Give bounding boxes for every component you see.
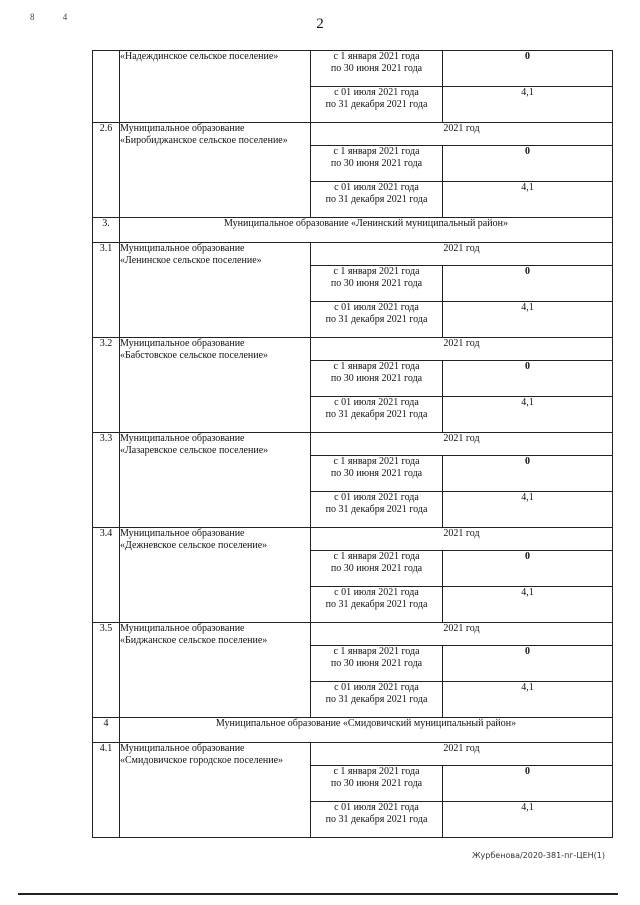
settlement-title: «Лазаревское сельское поселение» — [120, 445, 269, 456]
table-row — [93, 743, 613, 766]
settlement-title: «Биджанское сельское поселение» — [120, 635, 268, 646]
period-cell — [311, 182, 443, 218]
period-end: по 31 декабря 2021 года — [325, 409, 428, 420]
settlement-type: Муниципальное образование — [120, 243, 245, 254]
tariff-value: 0 — [443, 766, 613, 802]
settlement-type: Муниципальное образование — [120, 433, 245, 444]
table-row — [93, 528, 613, 551]
period-start: с 01 июля 2021 года — [334, 802, 419, 813]
row-number: 4.1 — [93, 743, 120, 838]
period-start: с 01 июля 2021 года — [334, 492, 419, 503]
table-row — [93, 338, 613, 361]
tariff-value: 0 — [443, 361, 613, 397]
period-cell — [311, 766, 443, 802]
tariff-value: 0 — [443, 646, 613, 682]
settlement-type: Муниципальное образование — [120, 338, 245, 349]
section-number: 3. — [93, 218, 120, 243]
row-number: 3.5 — [93, 623, 120, 718]
period-end: по 31 декабря 2021 года — [325, 194, 428, 205]
period-end: по 31 декабря 2021 года — [325, 314, 428, 325]
tariff-value: 4,1 — [443, 397, 613, 433]
period-end: по 30 июня 2021 года — [330, 468, 423, 479]
period-end: по 31 декабря 2021 года — [325, 504, 428, 515]
period-start: с 1 января 2021 года — [333, 766, 420, 777]
document-id: Журбенова/2020-381-пг-ЦЕН(1) — [471, 851, 605, 860]
period-start: с 1 января 2021 года — [333, 146, 420, 157]
settlement-title: «Ленинское сельское поселение» — [120, 255, 262, 266]
scan-mark: 8 — [30, 12, 35, 22]
page-number: 2 — [316, 16, 324, 32]
row-number — [93, 51, 120, 123]
section-title: Муниципальное образование «Смидовичский муниципальный район» — [120, 718, 613, 743]
year-header: 2021 год — [311, 123, 613, 146]
tariff-table-body — [93, 51, 613, 838]
table-row — [93, 123, 613, 146]
section-number: 4 — [93, 718, 120, 743]
year-header: 2021 год — [311, 433, 613, 456]
period-cell — [311, 397, 443, 433]
tariff-value: 4,1 — [443, 302, 613, 338]
settlement-type: Муниципальное образование — [120, 528, 245, 539]
row-number: 3.2 — [93, 338, 120, 433]
period-end: по 30 июня 2021 года — [330, 778, 423, 789]
period-cell — [311, 146, 443, 182]
table-row — [93, 243, 613, 266]
row-number: 3.1 — [93, 243, 120, 338]
period-end: по 31 декабря 2021 года — [325, 599, 428, 610]
section-title: Муниципальное образование «Ленинский муниципальный район» — [120, 218, 613, 243]
period-end: по 30 июня 2021 года — [330, 158, 423, 169]
tariff-value: 0 — [443, 456, 613, 492]
table-row — [93, 51, 613, 87]
settlement-name — [120, 528, 311, 623]
period-start: с 1 января 2021 года — [333, 646, 420, 657]
period-cell — [311, 302, 443, 338]
period-end: по 30 июня 2021 года — [330, 63, 423, 74]
period-end: по 30 июня 2021 года — [330, 373, 423, 384]
period-cell — [311, 361, 443, 397]
period-start: с 1 января 2021 года — [333, 51, 420, 62]
period-start: с 1 января 2021 года — [333, 361, 420, 372]
tariff-value: 4,1 — [443, 587, 613, 623]
period-start: с 01 июля 2021 года — [334, 397, 419, 408]
period-cell — [311, 587, 443, 623]
tariff-table — [92, 50, 613, 838]
scan-edge-line — [18, 893, 618, 895]
period-end: по 31 декабря 2021 года — [325, 814, 428, 825]
period-cell — [311, 456, 443, 492]
period-cell — [311, 87, 443, 123]
tariff-value: 4,1 — [443, 802, 613, 838]
settlement-name — [120, 51, 311, 123]
tariff-value: 4,1 — [443, 182, 613, 218]
year-header: 2021 год — [311, 338, 613, 361]
period-start: с 01 июля 2021 года — [334, 302, 419, 313]
settlement-title: «Биробиджанское сельское поселение» — [120, 135, 288, 146]
row-number: 2.6 — [93, 123, 120, 218]
period-cell — [311, 266, 443, 302]
period-cell — [311, 551, 443, 587]
settlement-name — [120, 623, 311, 718]
period-start: с 1 января 2021 года — [333, 266, 420, 277]
settlement-name — [120, 123, 311, 218]
settlement-name — [120, 743, 311, 838]
tariff-value: 0 — [443, 51, 613, 87]
settlement-name — [120, 338, 311, 433]
period-cell — [311, 51, 443, 87]
period-start: с 01 июля 2021 года — [334, 587, 419, 598]
row-number: 3.4 — [93, 528, 120, 623]
year-header: 2021 год — [311, 743, 613, 766]
tariff-value: 4,1 — [443, 87, 613, 123]
period-start: с 01 июля 2021 года — [334, 182, 419, 193]
scan-mark: 4 — [62, 12, 68, 22]
period-end: по 30 июня 2021 года — [330, 563, 423, 574]
period-cell — [311, 492, 443, 528]
period-end: по 31 декабря 2021 года — [325, 99, 428, 110]
period-start: с 01 июля 2021 года — [334, 87, 419, 98]
settlement-title: «Дежневское сельское поселение» — [120, 540, 268, 551]
tariff-value: 4,1 — [443, 492, 613, 528]
settlement-name-line: «Надеждинское сельское поселение» — [120, 51, 279, 62]
settlement-type: Муниципальное образование — [120, 123, 245, 134]
settlement-type: Муниципальное образование — [120, 743, 245, 754]
period-cell — [311, 646, 443, 682]
tariff-value: 0 — [443, 266, 613, 302]
settlement-title: «Бабстовское сельское поселение» — [120, 350, 269, 361]
settlement-name — [120, 433, 311, 528]
year-header: 2021 год — [311, 623, 613, 646]
year-header: 2021 год — [311, 243, 613, 266]
period-start: с 1 января 2021 года — [333, 456, 420, 467]
period-end: по 30 июня 2021 года — [330, 278, 423, 289]
settlement-title: «Смидовичское городское поселение» — [120, 755, 284, 766]
period-end: по 30 июня 2021 года — [330, 658, 423, 669]
period-start: с 01 июля 2021 года — [334, 682, 419, 693]
period-cell — [311, 682, 443, 718]
section-row — [93, 218, 613, 243]
settlement-type: Муниципальное образование — [120, 623, 245, 634]
table-row — [93, 623, 613, 646]
period-cell — [311, 802, 443, 838]
tariff-value: 0 — [443, 551, 613, 587]
tariff-value: 0 — [443, 146, 613, 182]
period-end: по 31 декабря 2021 года — [325, 694, 428, 705]
row-number: 3.3 — [93, 433, 120, 528]
table-row — [93, 433, 613, 456]
section-row — [93, 718, 613, 743]
settlement-name — [120, 243, 311, 338]
year-header: 2021 год — [311, 528, 613, 551]
tariff-value: 4,1 — [443, 682, 613, 718]
period-start: с 1 января 2021 года — [333, 551, 420, 562]
